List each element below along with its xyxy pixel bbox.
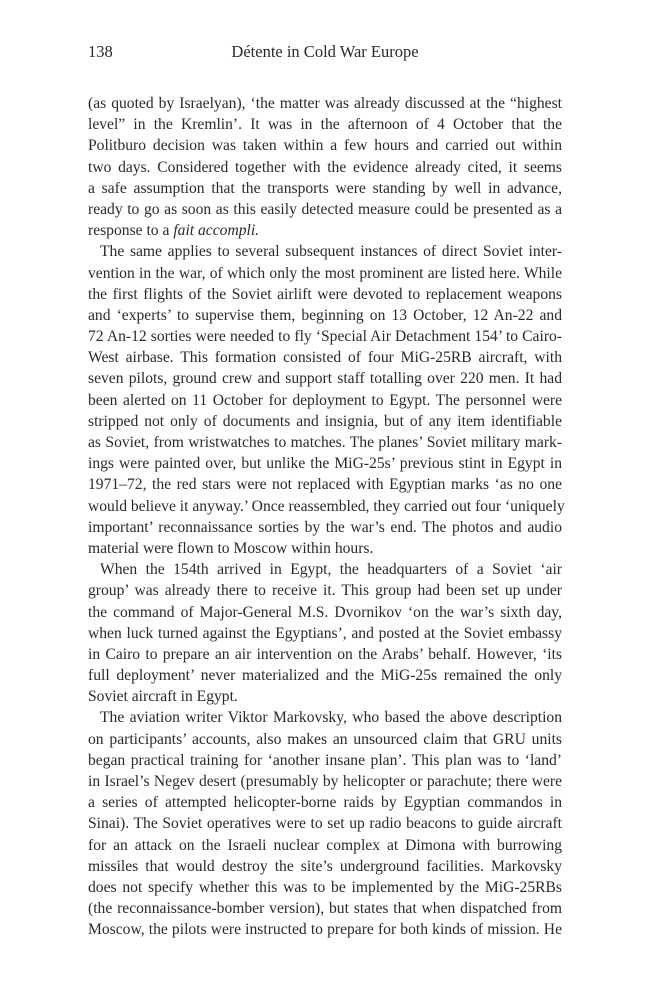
text-line: stripped not only of documents and insignia, but of any item identifiable [88, 412, 562, 430]
text-line: level” in the Kremlin’. It was in the afternoon of 4 October that the [88, 116, 562, 134]
text-line: Sinai). The Soviet operatives were to set up radio beacons to guide aircraft [88, 815, 562, 833]
text-line: The aviation writer Viktor Markovsky, who based the above description [100, 709, 562, 727]
text-line: vention in the war, of which only the most prominent are listed here. While [88, 264, 562, 282]
text-line: Politburo decision was taken within a few hours and carried out within [88, 137, 562, 155]
text-line: and ‘experts’ to supervise them, beginning on 13 October, 12 An-22 and [88, 306, 562, 324]
text-line: (as quoted by Israelyan), ‘the matter was already discussed at the “highest [88, 95, 562, 112]
paragraph [88, 559, 562, 707]
text-line: The same applies to several subsequent instances of direct Soviet inter- [100, 243, 562, 261]
text-line: (the reconnaissance-bomber version), but states that when dispatched from [88, 900, 562, 918]
running-head [88, 40, 562, 64]
text-line: 1971–72, the red stars were not replaced with Egyptian marks ‘as no one [88, 476, 562, 494]
page-number: 138 [88, 42, 113, 61]
italic-phrase: fait accompli. [173, 222, 260, 240]
text-line: West airbase. This formation consisted of four MiG-25RB aircraft, with [88, 349, 562, 367]
text-line: full deployment’ never materialized and the MiG-25s remained the only [88, 667, 562, 685]
text-line: important’ reconnaissance sorties by the war’s end. The photos and audio [88, 518, 562, 536]
text-line: when luck turned against the Egyptians’, and posted at the Soviet embassy [88, 624, 562, 642]
text-line: began practical training for ‘another insane plan’. This plan was to ‘land’ [88, 751, 562, 769]
text-line: group’ was already there to receive it. This group had been set up under [88, 582, 562, 600]
paragraph [88, 241, 565, 559]
paragraph [88, 707, 562, 940]
paragraph [88, 93, 562, 241]
text-line: would believe it anyway.’ Once reassembled, they carried out four ‘uniquely [88, 497, 565, 515]
text-line: When the 154th arrived in Egypt, the headquarters of a Soviet ‘air [100, 561, 562, 579]
text-line: does not specify whether this was to be implemented by the MiG-25RBs [88, 878, 562, 896]
text-line: Moscow, the pilots were instructed to prepare for both kinds of mission. He [88, 921, 562, 939]
body-text [88, 93, 565, 941]
text-fragment: response to a [88, 222, 174, 240]
text-line: in Israel’s Negev desert (presumably by helicopter or parachute; there were [88, 773, 562, 790]
text-line: a safe assumption that the transports were standing by well in advance, [88, 179, 562, 197]
text-line: material were flown to Moscow within hours. [88, 539, 374, 557]
text-line: ings were painted over, but unlike the MiG-25s’ previous stint in Egypt in [88, 455, 562, 473]
text-line: on participants’ accounts, also makes an unsourced claim that GRU units [88, 730, 562, 748]
text-line: in Cairo to prepare an air intervention on the Arabs’ behalf. However, ‘its [88, 645, 562, 663]
text-line: 72 An-12 sorties were needed to fly ‘Special Air Detachment 154’ to Cairo- [88, 328, 562, 346]
text-line: ready to go as soon as this easily detected measure could be presented as a [88, 200, 562, 218]
text-line: a series of attempted helicopter-borne raids by Egyptian commandos in [88, 794, 562, 812]
text-line: for an attack on the Israeli nuclear complex at Dimona with burrowing [88, 836, 562, 854]
text-line [88, 220, 562, 241]
text-line: been alerted on 11 October for deployment to Egypt. The personnel were [88, 391, 562, 409]
text-line: Soviet aircraft in Egypt. [88, 688, 238, 706]
text-line: missiles that would destroy the site’s underground facilities. Markovsky [88, 857, 562, 875]
running-title: Détente in Cold War Europe [231, 42, 419, 61]
text-line: the first flights of the Soviet airlift were devoted to replacement weapons [88, 285, 562, 303]
text-line: two days. Considered together with the evidence already cited, it seems [88, 158, 562, 176]
text-line: as Soviet, from wristwatches to matches. The planes’ Soviet military mark- [88, 434, 562, 451]
text-line: seven pilots, ground crew and support staff totalling over 220 men. It had [88, 370, 562, 388]
text-line: the command of Major-General M.S. Dvornikov ‘on the war’s sixth day, [88, 603, 562, 621]
